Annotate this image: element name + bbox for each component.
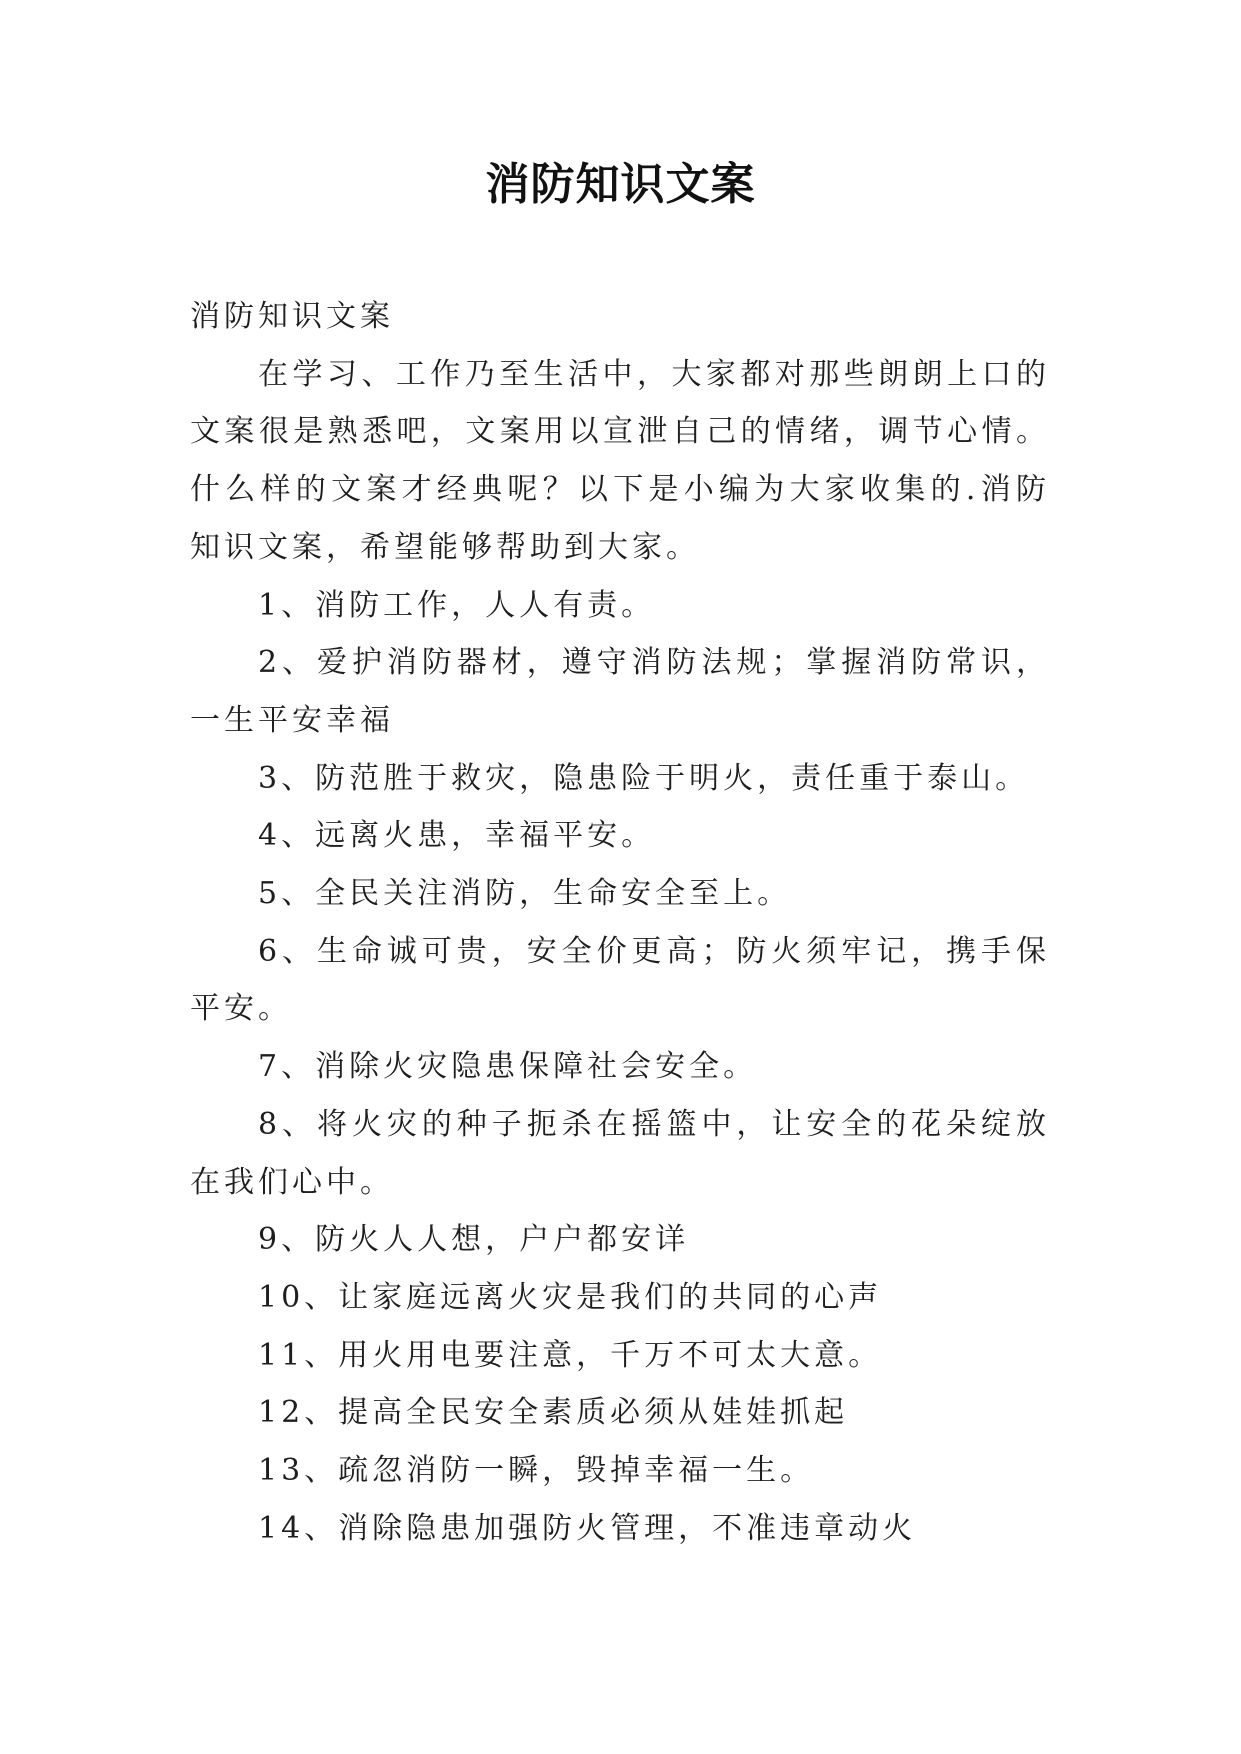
- document-subtitle: 消防知识文案: [190, 299, 394, 334]
- list-item: 3、防范胜于救灾，隐患险于明火，责任重于泰山。: [258, 760, 1030, 796]
- list-item: 8、将火灾的种子扼杀在摇篮中，让安全的花朵绽放在我们心中。: [190, 1106, 1050, 1200]
- list-item: 6、生命诚可贵，安全价更高；防火须牢记，携手保平安。: [190, 933, 1050, 1027]
- list-item: 1、消防工作，人人有责。: [258, 587, 656, 623]
- intro-paragraph: 在学习、工作乃至生活中，大家都对那些朗朗上口的文案很是熟悉吧，文案用以宣泄自己的情绪，调节心情。什么样的文案才经典呢？以下是小编为大家收集的.消防知识文案，希望能够帮助到大家。: [190, 356, 1050, 565]
- list-item: 14、消除隐患加强防火管理，不准违章动火: [258, 1510, 917, 1546]
- list-item: 12、提高全民安全素质必须从娃娃抓起: [258, 1395, 849, 1431]
- list-item: 4、远离火患，幸福平安。: [258, 818, 656, 854]
- list-item: 5、全民关注消防，生命安全至上。: [258, 876, 792, 912]
- list-item: 2、爱护消防器材，遵守消防法规；掌握消防常识，一生平安幸福: [190, 645, 1050, 738]
- list-item: 10、让家庭远离火灾是我们的共同的心声: [258, 1279, 883, 1315]
- list-item: 9、防火人人想，户户都安详: [258, 1222, 690, 1258]
- list-item: 13、疏忽消防一瞬，毁掉幸福一生。: [258, 1453, 815, 1489]
- document-title: 消防知识文案: [485, 159, 756, 210]
- list-item: 11、用火用电要注意，千万不可太大意。: [258, 1337, 883, 1373]
- list-item: 7、消除火灾隐患保障社会安全。: [258, 1049, 758, 1085]
- document-body: [190, 288, 1050, 1557]
